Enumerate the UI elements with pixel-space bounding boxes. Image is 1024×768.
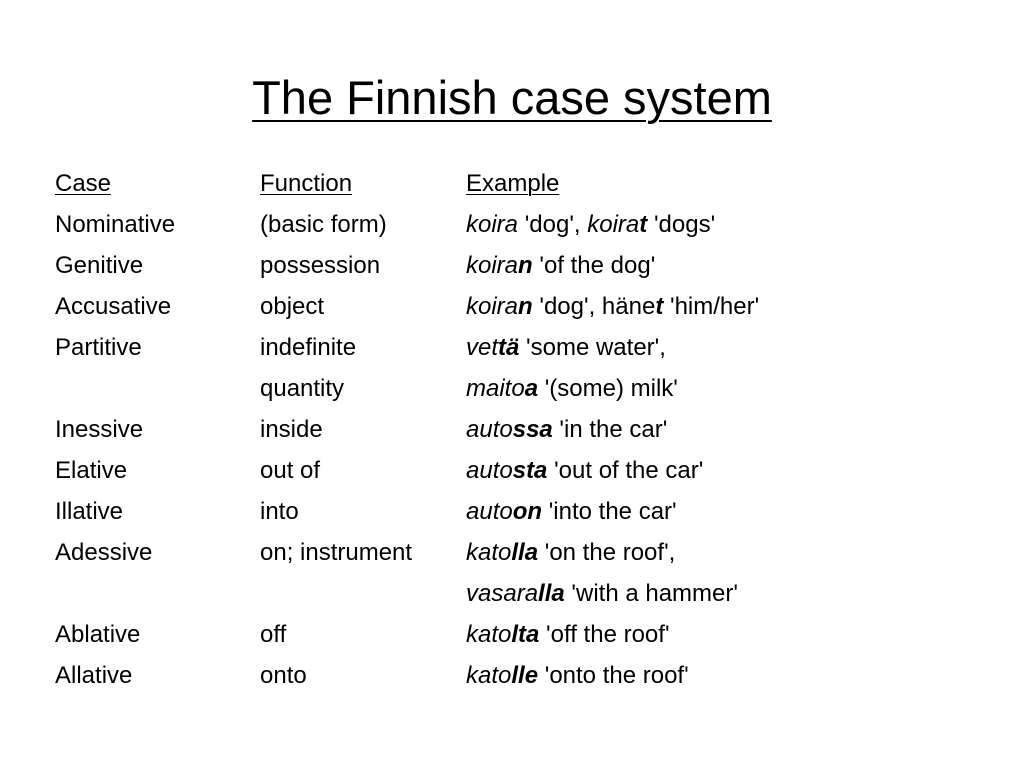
- case-example-cell: [466, 245, 846, 286]
- case-function-cell: onto: [260, 662, 307, 689]
- header-cell-function: [260, 163, 466, 204]
- table-row: [55, 286, 846, 327]
- table-row: [55, 655, 846, 696]
- example-case-ending: on: [512, 498, 543, 525]
- example-gloss: 'in the car': [552, 416, 668, 443]
- table-row: [55, 368, 846, 409]
- case-function-cell: [260, 573, 466, 614]
- example-word-stem: kato: [466, 621, 512, 648]
- example-case-ending: sta: [512, 457, 548, 484]
- example-word-stem: kato: [466, 539, 512, 566]
- case-table: [55, 163, 846, 696]
- case-example-cell: [466, 450, 846, 491]
- example-word-stem: auto: [466, 416, 513, 443]
- case-name-cell: Elative: [55, 457, 128, 484]
- case-example-cell: [466, 409, 846, 450]
- case-function-cell: off: [260, 621, 287, 648]
- header-case-label: Case: [55, 170, 112, 197]
- example-word-stem: koira: [466, 293, 519, 320]
- example-gloss: 'onto the roof': [538, 662, 689, 689]
- case-function-cell: on; instrument: [260, 539, 413, 566]
- example-word-stem: koira: [587, 211, 640, 238]
- case-example-cell: [466, 204, 846, 245]
- example-case-ending: lta: [511, 621, 540, 648]
- example-case-ending: t: [639, 211, 648, 238]
- case-name-cell: [55, 573, 260, 614]
- case-example-cell: [466, 327, 846, 368]
- case-example-cell: [466, 573, 846, 614]
- case-name-cell: Partitive: [55, 334, 142, 361]
- example-case-ending: lla: [511, 539, 539, 566]
- example-gloss: 'dogs': [647, 211, 716, 238]
- example-gloss: 'of the dog': [532, 252, 656, 279]
- example-gloss: 'dog',: [518, 211, 588, 238]
- case-function-cell: possession: [260, 252, 381, 279]
- case-example-cell: [466, 491, 846, 532]
- case-name-cell: Illative: [55, 498, 124, 525]
- table-body: [55, 204, 846, 696]
- table-row: [55, 327, 846, 368]
- example-case-ending: ssa: [512, 416, 553, 443]
- case-function-cell: into: [260, 498, 299, 525]
- table-row: [55, 573, 846, 614]
- example-case-ending: n: [518, 293, 533, 320]
- example-case-ending: lle: [511, 662, 539, 689]
- example-case-ending: lla: [538, 580, 565, 607]
- example-word-stem: vasara: [466, 580, 539, 607]
- example-case-ending: tä: [498, 334, 520, 361]
- example-gloss: '(some) milk': [538, 375, 678, 402]
- case-example-cell: [466, 368, 846, 409]
- example-word-stem: auto: [466, 498, 513, 525]
- example-gloss: 'dog', häne: [532, 293, 656, 320]
- case-name-cell: Inessive: [55, 416, 144, 443]
- table-row: [55, 532, 846, 573]
- example-case-ending: t: [655, 293, 664, 320]
- case-function-cell: quantity: [260, 375, 345, 402]
- example-gloss: 'with a hammer': [564, 580, 738, 607]
- example-gloss: 'some water',: [519, 334, 666, 361]
- case-name-cell: Ablative: [55, 621, 141, 648]
- example-word-stem: koira: [466, 211, 519, 238]
- table-row: [55, 450, 846, 491]
- case-function-cell: inside: [260, 416, 323, 443]
- case-name-cell: Genitive: [55, 252, 144, 279]
- case-function-cell: (basic form): [260, 211, 387, 238]
- header-cell-example: [466, 163, 846, 204]
- case-example-cell: [466, 286, 846, 327]
- example-case-ending: a: [524, 375, 539, 402]
- case-name-cell: Adessive: [55, 539, 153, 566]
- example-gloss: 'off the roof': [539, 621, 670, 648]
- case-function-cell: indefinite: [260, 334, 357, 361]
- table-header-row: [55, 163, 846, 204]
- table-row: [55, 409, 846, 450]
- example-word-stem: kato: [466, 662, 512, 689]
- example-gloss: 'him/her': [663, 293, 760, 320]
- header-function-label: Function: [260, 170, 353, 197]
- header-cell-case: [55, 163, 260, 204]
- case-function-cell: object: [260, 293, 325, 320]
- example-word-stem: koira: [466, 252, 519, 279]
- slide-title: [0, 70, 1024, 126]
- case-name-cell: Accusative: [55, 293, 172, 320]
- slide-title-text: The Finnish case system: [252, 71, 772, 124]
- example-gloss: 'into the car': [542, 498, 677, 525]
- example-word-stem: vet: [466, 334, 499, 361]
- example-gloss: 'on the roof',: [538, 539, 676, 566]
- case-example-cell: [466, 532, 846, 573]
- case-name-cell: Allative: [55, 662, 133, 689]
- header-example-label: Example: [466, 170, 560, 197]
- table-row: [55, 614, 846, 655]
- table-row: [55, 245, 846, 286]
- example-word-stem: maito: [466, 375, 525, 402]
- table-row: [55, 204, 846, 245]
- example-case-ending: n: [518, 252, 533, 279]
- case-name-cell: Nominative: [55, 211, 176, 238]
- example-word-stem: auto: [466, 457, 513, 484]
- case-example-cell: [466, 614, 846, 655]
- case-example-cell: [466, 655, 846, 696]
- case-function-cell: out of: [260, 457, 321, 484]
- table-row: [55, 491, 846, 532]
- example-gloss: 'out of the car': [547, 457, 704, 484]
- case-name-cell: [55, 368, 260, 409]
